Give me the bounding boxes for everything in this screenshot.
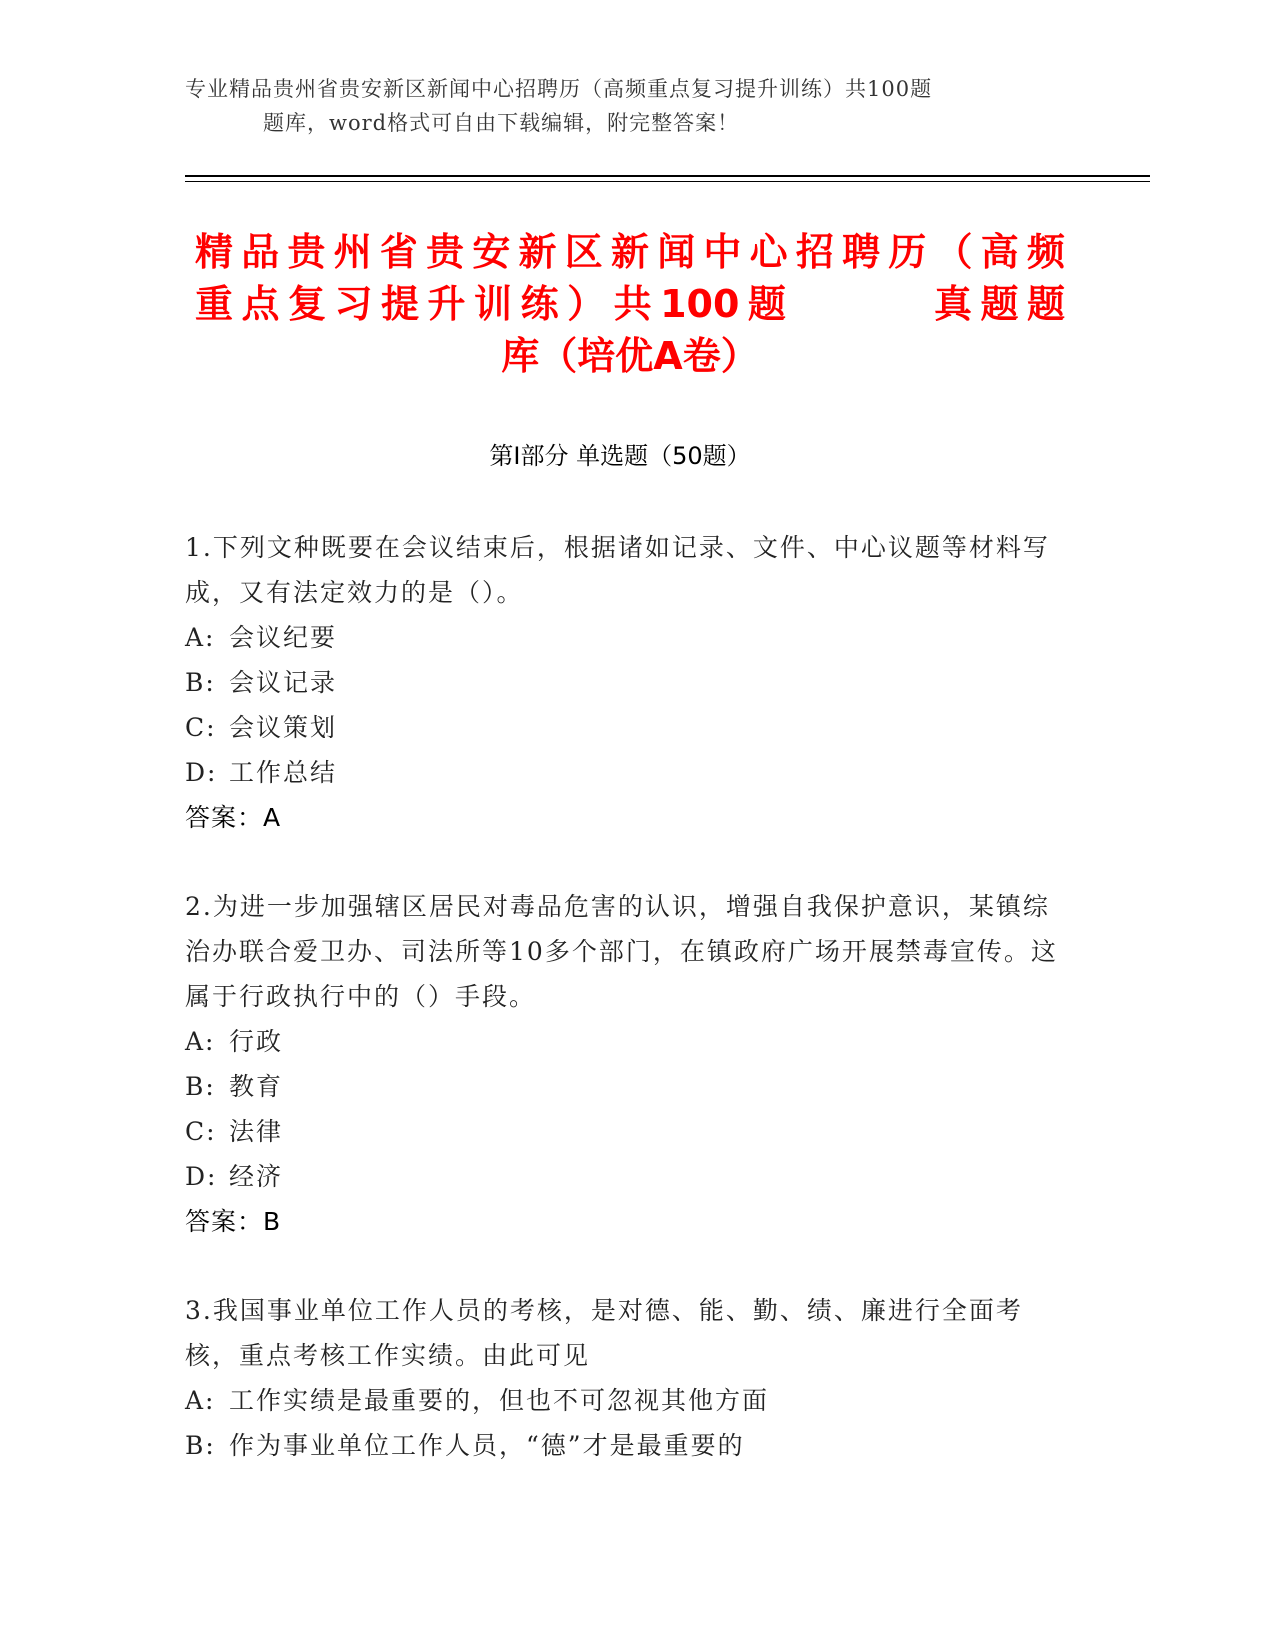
option-text: 行政 [229,1027,284,1056]
question-stem: 1.下列文种既要在会议结束后，根据诸如记录、文件、中心议题等材料写成，又有法定效力的是（）。 [185,533,1050,607]
document-title [195,226,1065,382]
option-text: 会议策划 [229,713,338,742]
header-divider-thin [185,181,1150,182]
option-text: 工作总结 [229,758,338,787]
option-text: 会议记录 [229,668,338,697]
title-line-1: 精品贵州省贵安新区新闻中心招聘历（高频 [195,230,1065,274]
option-text: 作为事业单位工作人员，“德”才是最重要的 [229,1431,745,1460]
document-header [185,72,1045,140]
option-a [185,1019,1065,1064]
header-divider-thick [185,175,1150,177]
option-letter: A: [185,1386,216,1415]
option-text: 教育 [229,1072,284,1101]
option-text: 法律 [229,1117,284,1146]
option-c [185,1109,1065,1154]
option-letter: C: [185,713,217,742]
option-a [185,1378,1065,1423]
option-text: 会议纪要 [229,623,338,652]
option-b [185,1064,1065,1109]
question-stem: 2.为进一步加强辖区居民对毒品危害的认识，增强自我保护意识，某镇综治办联合爱卫办、司法所等10多个部门，在镇政府广场开展禁毒宣传。这属于行政执行中的（）手段。 [185,892,1058,1011]
title-line-3: 库（培优A卷） [501,334,759,378]
option-a [185,615,1065,660]
option-d [185,1154,1065,1199]
option-letter: D: [185,758,218,787]
question-stem: 3.我国事业单位工作人员的考核，是对德、能、勤、绩、廉进行全面考核，重点考核工作实绩。由此可见 [185,1296,1023,1370]
question-list [185,525,1065,1512]
option-d [185,750,1065,795]
option-b [185,1423,1065,1468]
section-title: 第Ⅰ部分 单选题（50题） [489,442,751,470]
option-letter: C: [185,1117,217,1146]
question-2 [185,884,1065,1244]
option-letter: A: [185,1027,216,1056]
question-1 [185,525,1065,840]
header-line-2: 题库，word格式可自由下载编辑，附完整答案！ [263,111,740,135]
answer-label: 答案：A [185,803,282,832]
option-letter: B: [185,668,216,697]
option-letter: A: [185,623,216,652]
option-letter: B: [185,1431,216,1460]
option-text: 经济 [229,1162,284,1191]
option-c [185,705,1065,750]
option-b [185,660,1065,705]
option-text: 工作实绩是最重要的，但也不可忽视其他方面 [229,1386,770,1415]
option-letter: D: [185,1162,218,1191]
answer-label: 答案：B [185,1207,282,1236]
header-line-1: 专业精品贵州省贵安新区新闻中心招聘历（高频重点复习提升训练）共100题 [185,77,933,101]
title-line-2: 重点复习提升训练）共100题 真题题 [195,282,1065,326]
question-3 [185,1288,1065,1468]
option-letter: B: [185,1072,216,1101]
